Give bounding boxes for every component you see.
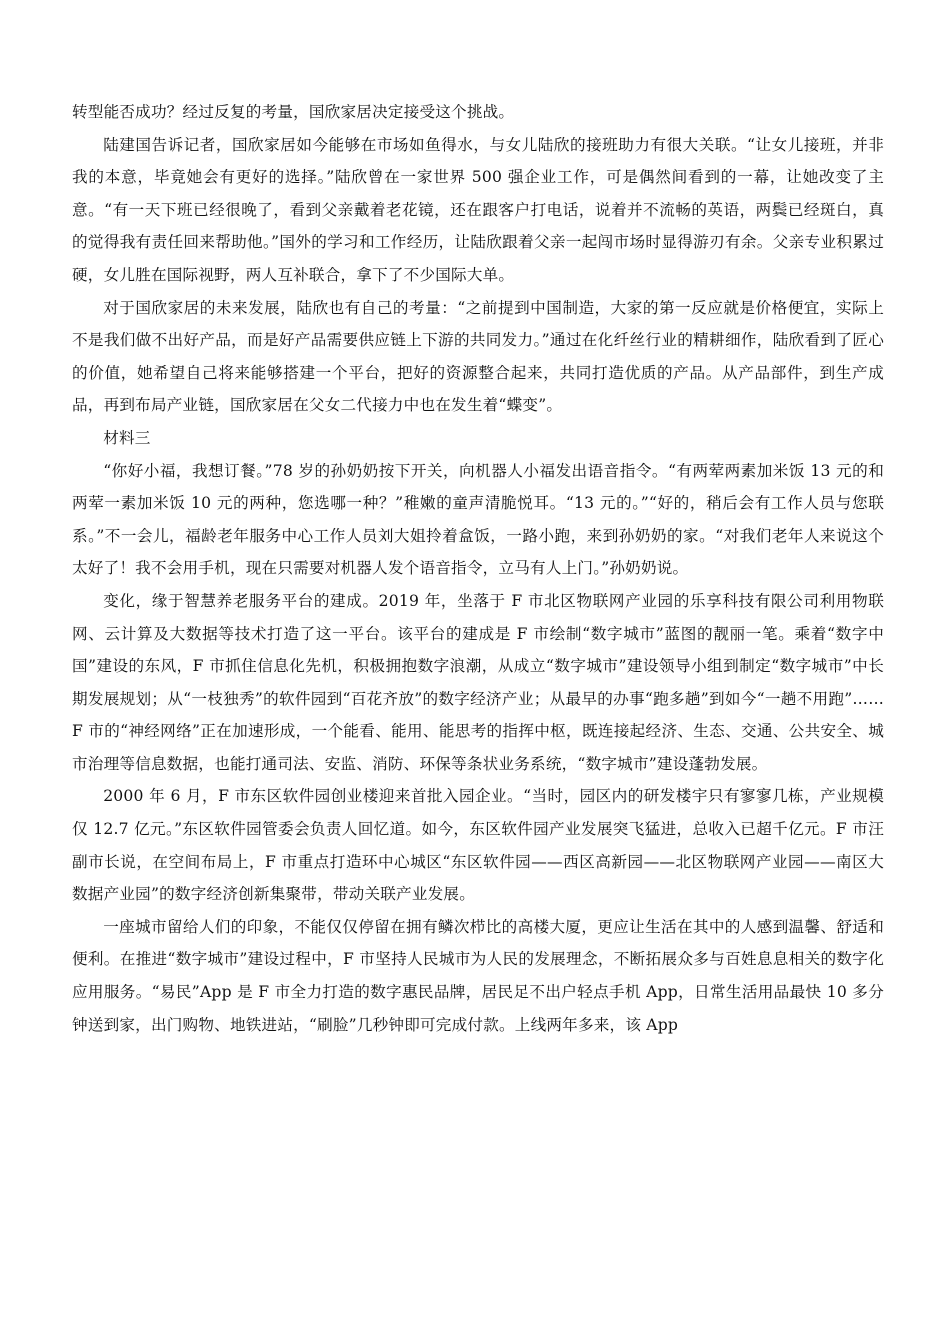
paragraph-digital-city: 变化，缘于智慧养老服务平台的建成。2019 年，坐落于 F 市北区物联网产业园的乐享科技有限公司利用物联网、云计算及大数据等技术打造了这一平台。该平台的建成是 F 市绘制“数字城市”蓝图的靓丽一笔。乘着“数字中国”建设的东风，F 市抓住信息化先机，积极拥抱数字浪潮，从成立“数字城市”建设领导小组到制定“数字城市”中长期发展规划；从“一枝独秀”的软件园到“百花齐放”的数字经济产业；从最早的办事“跑多趟”到如今“一趟不用跑”……F 市的“神经网络”正在加速形成，一个能看、能用、能思考的指挥中枢，既连接起经济、生态、交通、公共安全、城市治理等信息数据，也能打通司法、安监、消防、环保等条状业务系统，“数字城市”建设蓬勃发展。 xyxy=(72,591,884,773)
document-page xyxy=(72,96,884,1041)
paragraph-lu-xin-vision: 对于国欣家居的未来发展，陆欣也有自己的考量：“之前提到中国制造，大家的第一反应就是价格便宜，实际上不是我们做不出好产品，而是好产品需要供应链上下游的共同发力。”通过在化纤丝行业的精耕细作，陆欣看到了匠心的价值，她希望自己将来能够搭建一个平台，把好的资源整合起来，共同打造优质的产品。从产品部件，到生产成品，再到布局产业链，国欣家居在父女二代接力中也在发生着“蝶变”。 xyxy=(72,298,884,415)
section-heading-material-three: 材料三 xyxy=(103,428,151,447)
paragraph-continuation: 转型能否成功？经过反复的考量，国欣家居决定接受这个挑战。 xyxy=(72,103,515,121)
paragraph-lu-jianguo: 陆建国告诉记者，国欣家居如今能够在市场如鱼得水，与女儿陆欣的接班助力有很大关联。“让女儿接班，并非我的本意，毕竟她会有更好的选择。”陆欣曾在一家世界 500 强企业工作，可是偶然间看到的一幕，让她改变了主意。“有一天下班已经很晚了，看到父亲戴着老花镜，还在跟客户打电话，说着并不流畅的英语，两鬓已经斑白，真的觉得我有责任回来帮助他。”国外的学习和工作经历，让陆欣跟着父亲一起闯市场时显得游刃有余。父亲专业积累过硬，女儿胜在国际视野，两人互补联合，拿下了不少国际大单。 xyxy=(72,135,884,284)
paragraph-yimin-app: 一座城市留给人们的印象，不能仅仅停留在拥有鳞次栉比的高楼大厦，更应让生活在其中的人感到温馨、舒适和便利。在推进“数字城市”建设过程中，F 市坚持人民城市为人民的发展理念，不断拓展众多与百姓息息相关的数字化应用服务。“易民”App 是 F 市全力打造的数字惠民品牌，居民足不出户轻点手机 App，日常生活用品最快 10 多分钟送到家，出门购物、地铁进站，“刷脸”几秒钟即可完成付款。上线两年多来，该 App xyxy=(72,917,884,1034)
paragraph-robot-xiaofu: “你好小福，我想订餐。”78 岁的孙奶奶按下开关，向机器人小福发出语音指令。“有两荤两素加米饭 13 元的和两荤一素加米饭 10 元的两种，您选哪一种？”稚嫩的童声清脆悦耳。“13 元的。”“好的，稍后会有工作人员与您联系。”不一会儿，福龄老年服务中心工作人员刘大姐拎着盒饭，一路小跑，来到孙奶奶的家。“对我们老年人来说这个太好了！我不会用手机，现在只需要对机器人发个语音指令，立马有人上门。”孙奶奶说。 xyxy=(72,461,884,578)
paragraph-software-park: 2000 年 6 月，F 市东区软件园创业楼迎来首批入园企业。“当时，园区内的研发楼宇只有寥寥几栋，产业规模仅 12.7 亿元。”东区软件园管委会负责人回忆道。如今，东区软件园产业发展突飞猛进，总收入已超千亿元。F 市汪副市长说，在空间布局上，F 市重点打造环中心城区“东区软件园——西区高新园——北区物联网产业园——南区大数据产业园”的数字经济创新集聚带，带动关联产业发展。 xyxy=(72,787,884,904)
